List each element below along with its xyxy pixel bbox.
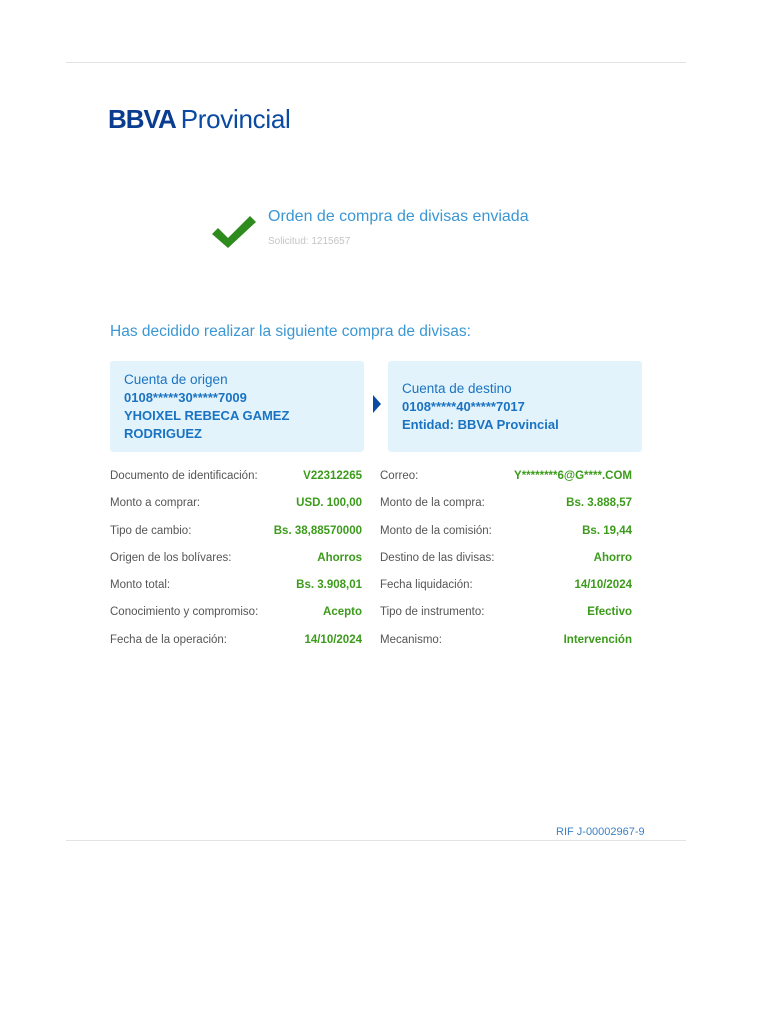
detail-label: Fecha de la operación:	[110, 633, 227, 646]
detail-row	[110, 634, 362, 661]
origin-account: 0108*****30*****7009	[124, 390, 247, 405]
destination-account-card	[388, 361, 642, 452]
origin-holder-line1: YHOIXEL REBECA GAMEZ	[124, 408, 290, 423]
detail-row	[380, 470, 632, 497]
destination-label: Cuenta de destino	[402, 381, 512, 396]
origin-label: Cuenta de origen	[124, 372, 228, 387]
detail-label: Conocimiento y compromiso:	[110, 606, 259, 619]
rif-number: RIF J-00002967-9	[556, 826, 645, 838]
detail-row	[110, 470, 362, 497]
detail-value: 14/10/2024	[304, 633, 362, 646]
origin-account-card	[110, 361, 364, 452]
detail-row	[380, 525, 632, 552]
logo-sub: Provincial	[180, 104, 291, 134]
detail-row	[380, 606, 632, 633]
detail-label: Monto a comprar:	[110, 497, 201, 510]
right-details-list	[380, 470, 632, 661]
detail-value: 14/10/2024	[574, 579, 632, 592]
intro-text: Has decidido realizar la siguiente compra de divisas:	[110, 323, 471, 340]
detail-row	[110, 525, 362, 552]
detail-row	[380, 552, 632, 579]
detail-value: Efectivo	[587, 606, 632, 619]
origin-holder-line2: RODRIGUEZ	[124, 426, 202, 441]
top-divider	[66, 62, 686, 63]
detail-label: Tipo de cambio:	[110, 524, 192, 537]
detail-value: Ahorro	[593, 551, 632, 564]
detail-row	[110, 552, 362, 579]
detail-label: Monto de la comisión:	[380, 524, 492, 537]
detail-row	[380, 634, 632, 661]
detail-row	[110, 606, 362, 633]
detail-value: USD. 100,00	[296, 497, 362, 510]
detail-label: Documento de identificación:	[110, 470, 258, 482]
detail-label: Fecha liquidación:	[380, 579, 473, 592]
checkmark-icon	[210, 214, 258, 250]
detail-value: Ahorros	[317, 551, 362, 564]
detail-value: Bs. 19,44	[582, 524, 632, 537]
request-number: Solicitud: 1215657	[268, 236, 351, 247]
detail-value: V22312265	[303, 470, 362, 482]
detail-label: Mecanismo:	[380, 633, 442, 646]
left-details-list	[110, 470, 362, 661]
detail-value: Bs. 38,88570000	[273, 524, 362, 537]
destination-entity: Entidad: BBVA Provincial	[402, 417, 559, 432]
detail-value: Bs. 3.908,01	[296, 579, 362, 592]
detail-label: Correo:	[380, 470, 419, 482]
detail-row	[110, 497, 362, 524]
bottom-divider	[66, 840, 686, 841]
detail-label: Monto total:	[110, 579, 171, 592]
detail-label: Origen de los bolívares:	[110, 551, 232, 564]
logo-brand: BBVA	[108, 104, 176, 134]
detail-label: Monto de la compra:	[380, 497, 485, 510]
detail-label: Tipo de instrumento:	[380, 606, 485, 619]
detail-row	[380, 579, 632, 606]
arrow-right-icon	[372, 395, 382, 413]
detail-value: Intervención	[563, 633, 632, 646]
detail-value: Y********6@G****.COM	[514, 470, 632, 482]
detail-value: Acepto	[323, 606, 362, 619]
bbva-provincial-logo	[108, 104, 290, 135]
destination-account: 0108*****40*****7017	[402, 399, 525, 414]
detail-value: Bs. 3.888,57	[566, 497, 632, 510]
detail-label: Destino de las divisas:	[380, 551, 495, 564]
status-title: Orden de compra de divisas enviada	[268, 208, 529, 225]
detail-row	[110, 579, 362, 606]
detail-row	[380, 497, 632, 524]
